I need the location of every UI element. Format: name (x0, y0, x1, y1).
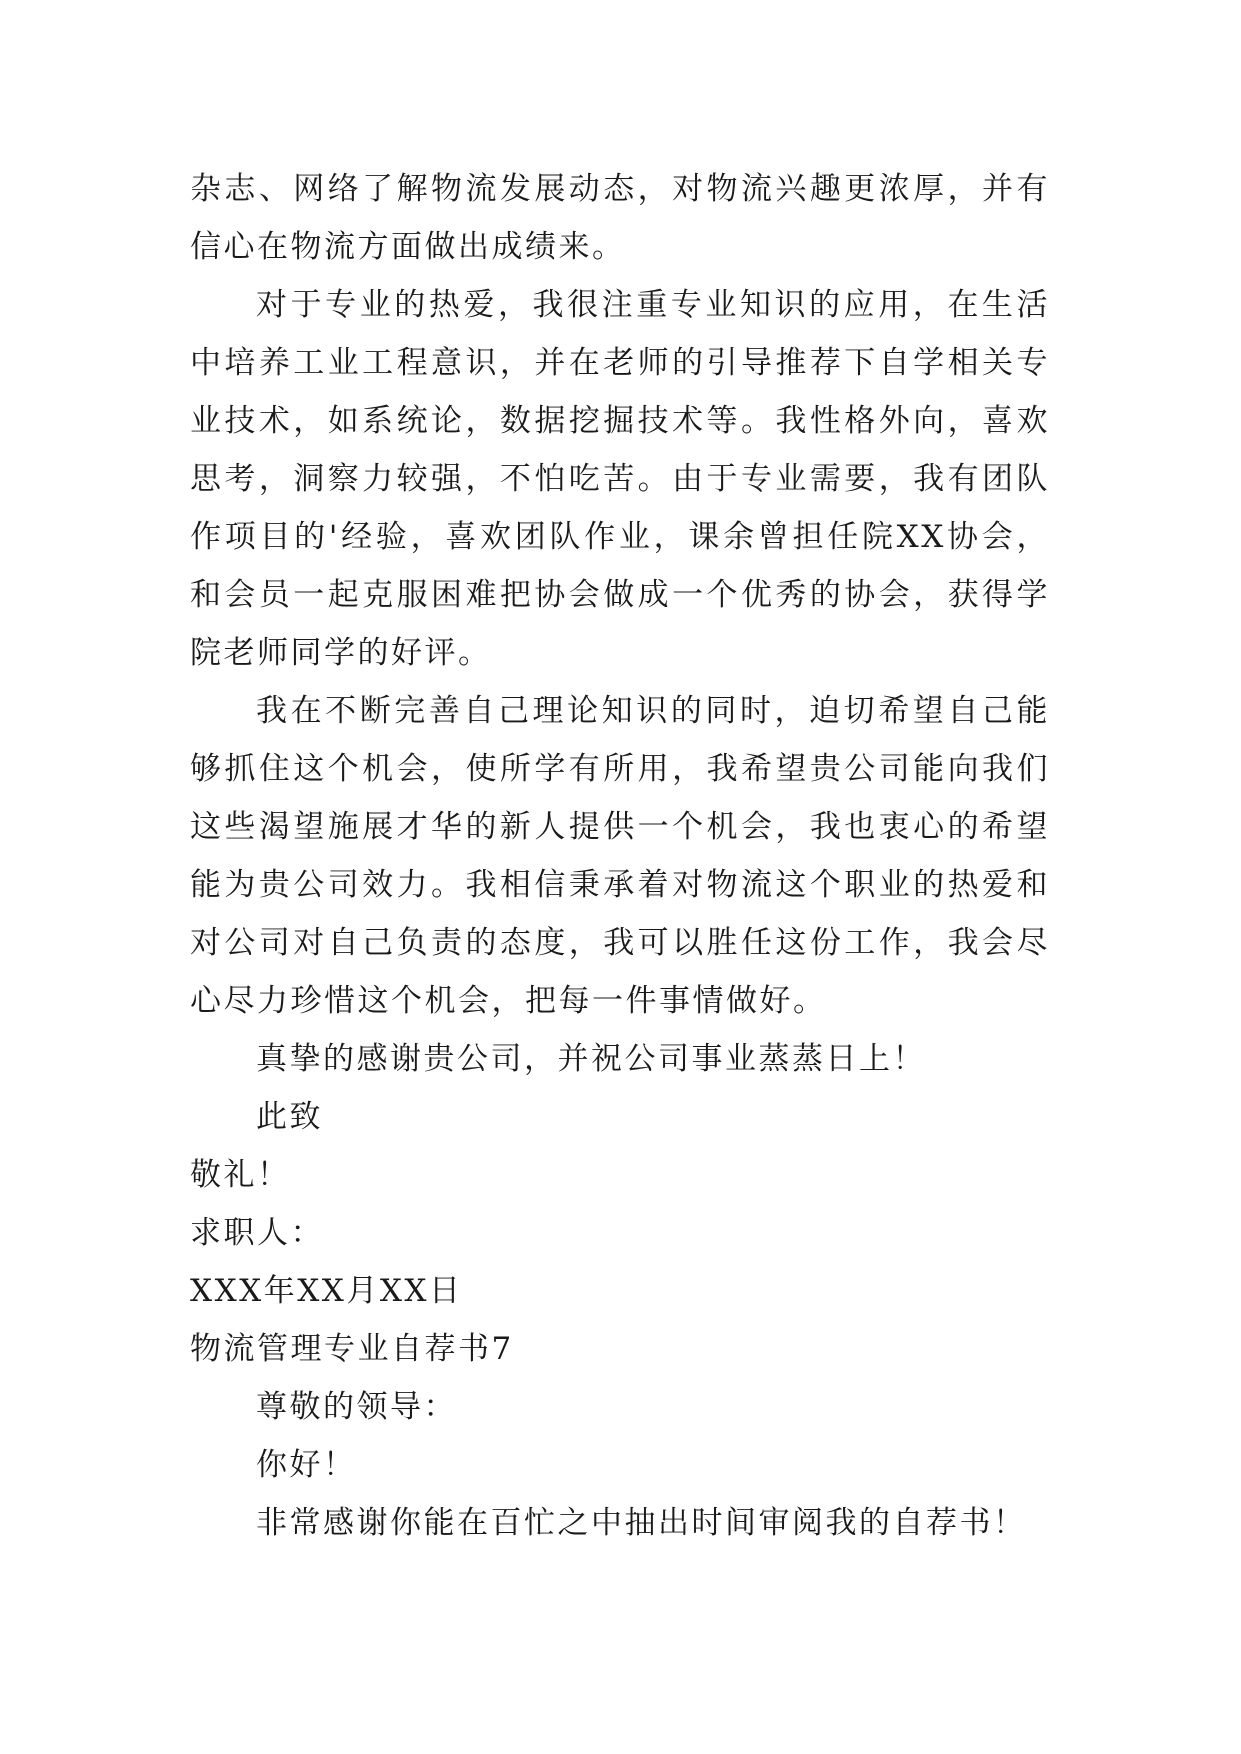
closing-phrase: 此致 (256, 1099, 323, 1135)
hello-line: 你好！ (256, 1447, 357, 1483)
paragraph-professional-interest: 对于专业的热爱，我很注重专业知识的应用，在生活中培养工业工程意识，并在老师的引导推荐下自学相关专业技术，如系统论，数据挖掘技术等。我性格外向，喜欢思考，洞察力较强，不怕吃苦。由于专业需要，我有团队作项目的'经验，喜欢团队作业，课余曾担任院XX协会，和会员一起克服困难把协会做成一个优秀的协会，获得学院老师同学的好评。 (190, 287, 1050, 671)
greeting: 尊敬的领导： (256, 1389, 457, 1425)
section-title: 物流管理专业自荐书7 (190, 1331, 514, 1367)
paragraph-aspiration: 我在不断完善自己理论知识的同时，迫切希望自己能够抓住这个机会，使所学有所用，我希望贵公司能向我们这些渴望施展才华的新人提供一个机会，我也衷心的希望能为贵公司效力。我相信秉承着对物流这个职业的热爱和对公司对自己负责的态度，我可以胜任这份工作，我会尽心尽力珍惜这个机会，把每一件事情做好。 (190, 693, 1050, 1019)
document-body (190, 160, 1050, 1552)
date-line: XXX年XX月XX日 (190, 1273, 463, 1309)
paragraph-thanks: 真挚的感谢贵公司，并祝公司事业蒸蒸日上！ (256, 1041, 926, 1077)
paragraph-continuation: 杂志、网络了解物流发展动态，对物流兴趣更浓厚，并有信心在物流方面做出成绩来。 (190, 171, 1050, 265)
applicant-label: 求职人： (190, 1215, 324, 1251)
opening-line: 非常感谢你能在百忙之中抽出时间审阅我的自荐书！ (256, 1505, 1027, 1541)
salutation: 敬礼！ (190, 1157, 291, 1193)
